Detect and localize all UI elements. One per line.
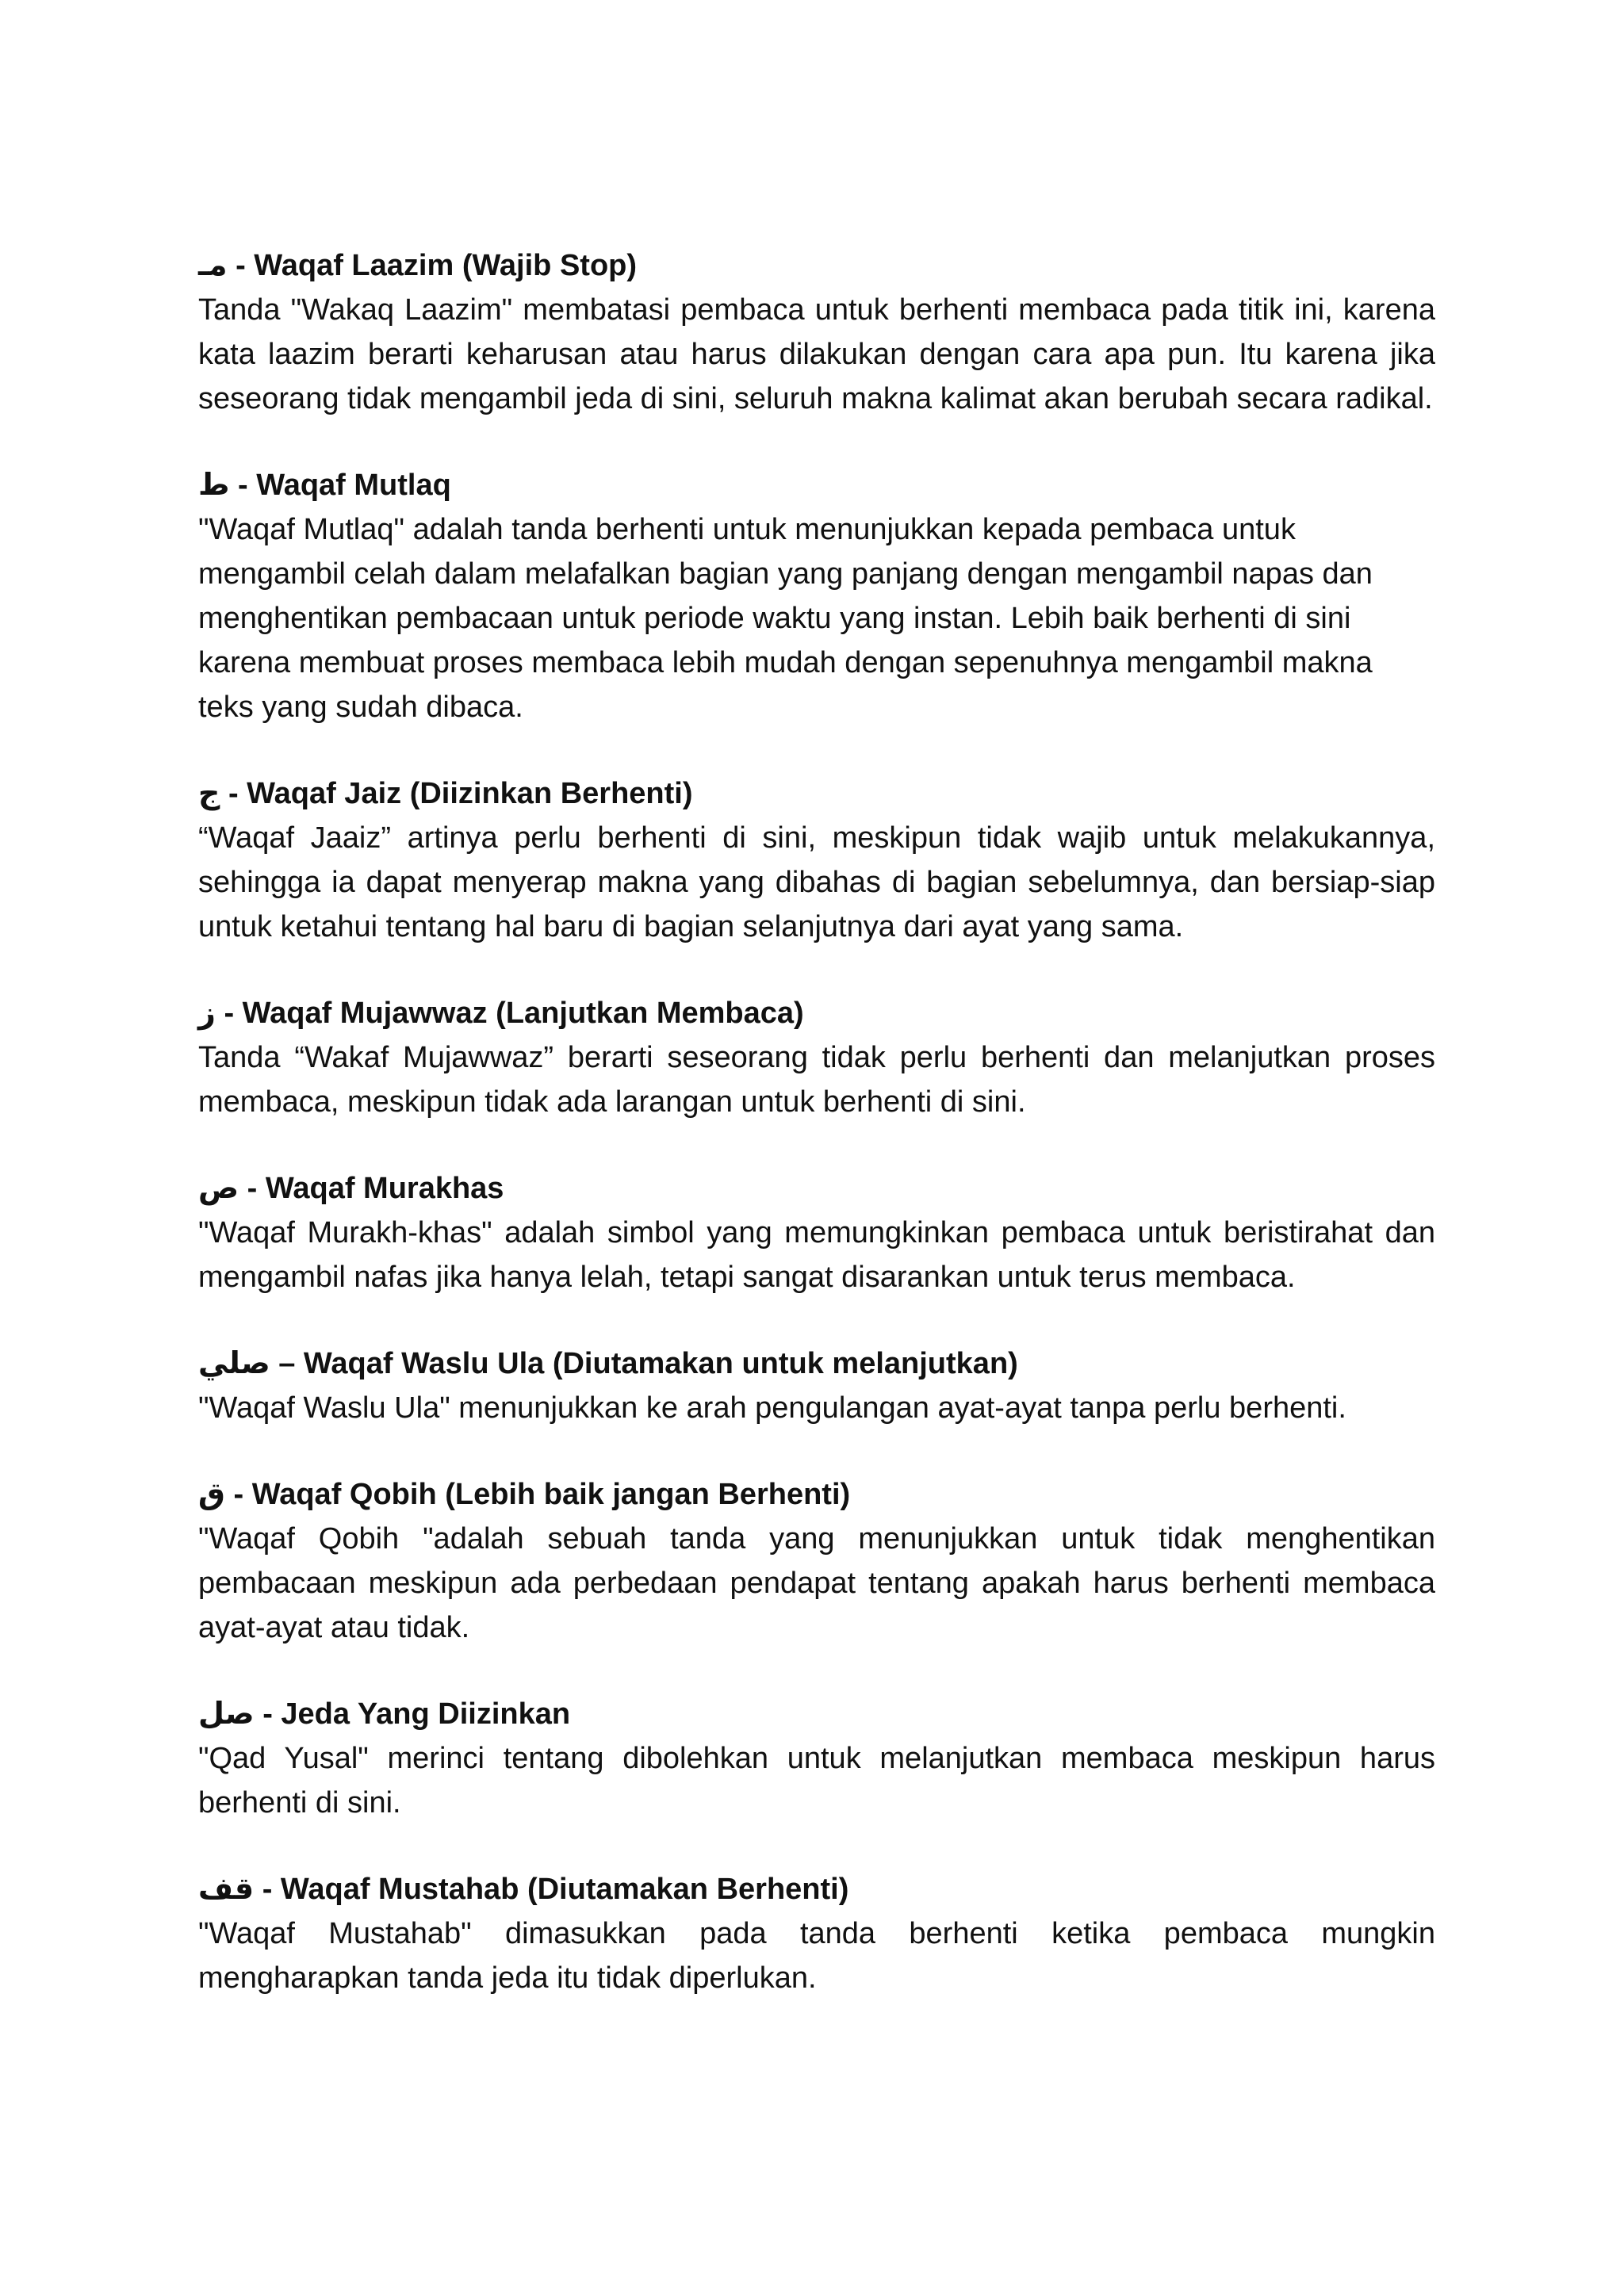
waqaf-symbol: صلي [198,1345,270,1380]
section-waqaf-mutlaq [198,462,1435,729]
section-jeda-yang-diizinkan [198,1691,1435,1825]
waqaf-symbol: صل [198,1696,255,1731]
section-heading [198,771,1435,816]
waqaf-symbol: قف [198,1871,255,1906]
section-body: "Waqaf Mutlaq" adalah tanda berhenti untuk menunjukkan kepada pembaca untuk mengambil celah dalam melafalkan bagian yang panjang dengan mengambil napas dan menghentikan pembacaan untuk periode waktu yang instan. Lebih baik berhenti di sini karena membuat proses membaca lebih mudah dengan sepenuhnya mengambil makna teks yang sudah dibaca. [198,513,1373,724]
section-heading [198,243,1435,288]
document-content [198,243,1435,2042]
section-waqaf-mujawwaz [198,990,1435,1124]
section-body: "Waqaf Qobih "adalah sebuah tanda yang menunjukkan untuk tidak menghentikan pembacaan meskipun ada perbedaan pendapat tentang apakah harus berhenti membaca ayat-ayat atau tidak. [198,1522,1435,1644]
section-body: "Waqaf Murakh-khas" adalah simbol yang memungkinkan pembaca untuk beristirahat dan mengambil nafas jika hanya lelah, tetapi sangat disarankan untuk terus membaca. [198,1216,1435,1294]
section-waqaf-qobih [198,1471,1435,1650]
section-title: - Jeda Yang Diizinkan [254,1697,571,1731]
section-waqaf-laazim [198,243,1435,421]
section-heading [198,1165,1435,1211]
section-title: - Waqaf Mutlaq [229,469,451,502]
section-waqaf-jaiz [198,771,1435,949]
waqaf-symbol: ق [198,1476,225,1511]
section-body: Tanda "Wakaq Laazim" membatasi pembaca untuk berhenti membaca pada titik ini, karena kata laazim berarti keharusan atau harus dilakukan dengan cara apa pun. Itu karena jika seseorang tidak mengambil jeda di sini, seluruh makna kalimat akan berubah secara radikal. [198,293,1435,415]
section-body: “Waqaf Jaaiz” artinya perlu berhenti di sini, meskipun tidak wajib untuk melakukannya, sehingga ia dapat menyerap makna yang dibahas di bagian sebelumnya, dan bersiap-siap untuk ketahui tentang hal baru di bagian selanjutnya dari ayat yang sama. [198,821,1435,943]
waqaf-symbol: ط [198,467,230,502]
waqaf-symbol: مـ [198,247,228,282]
section-body: "Qad Yusal" merinci tentang dibolehkan untuk melanjutkan membaca meskipun harus berhenti di sini. [198,1742,1435,1820]
section-heading [198,990,1435,1035]
section-waqaf-waslu-ula [198,1341,1435,1430]
section-waqaf-mustahab [198,1866,1435,2000]
section-heading [198,1471,1435,1517]
section-body: Tanda “Wakaf Mujawwaz” berarti seseorang tidak perlu berhenti dan melanjutkan proses membaca, meskipun tidak ada larangan untuk berhenti di sini. [198,1041,1435,1119]
waqaf-symbol: ز [198,995,216,1030]
section-title: - Waqaf Jaiz (Diizinkan Berhenti) [220,777,693,810]
section-title: - Waqaf Mustahab (Diutamakan Berhenti) [254,1873,849,1906]
section-waqaf-murakhas [198,1165,1435,1299]
section-heading [198,462,1435,507]
section-body: "Waqaf Mustahab" dimasukkan pada tanda berhenti ketika pembaca mungkin mengharapkan tanda jeda itu tidak diperlukan. [198,1917,1435,1995]
section-body: "Waqaf Waslu Ula" menunjukkan ke arah pengulangan ayat-ayat tanpa perlu berhenti. [198,1391,1346,1425]
section-heading [198,1341,1435,1386]
section-title: - Waqaf Murakhas [239,1172,504,1205]
section-title: - Waqaf Qobih (Lebih baik jangan Berhenti) [224,1478,851,1511]
waqaf-symbol: ص [198,1170,239,1205]
section-title: - Waqaf Mujawwaz (Lanjutkan Membaca) [215,997,804,1030]
section-heading [198,1691,1435,1736]
section-title: – Waqaf Waslu Ula (Diutamakan untuk melanjutkan) [270,1347,1018,1380]
section-title: - Waqaf Laazim (Wajib Stop) [227,249,638,282]
waqaf-symbol: ج [198,775,220,810]
section-heading [198,1866,1435,1911]
